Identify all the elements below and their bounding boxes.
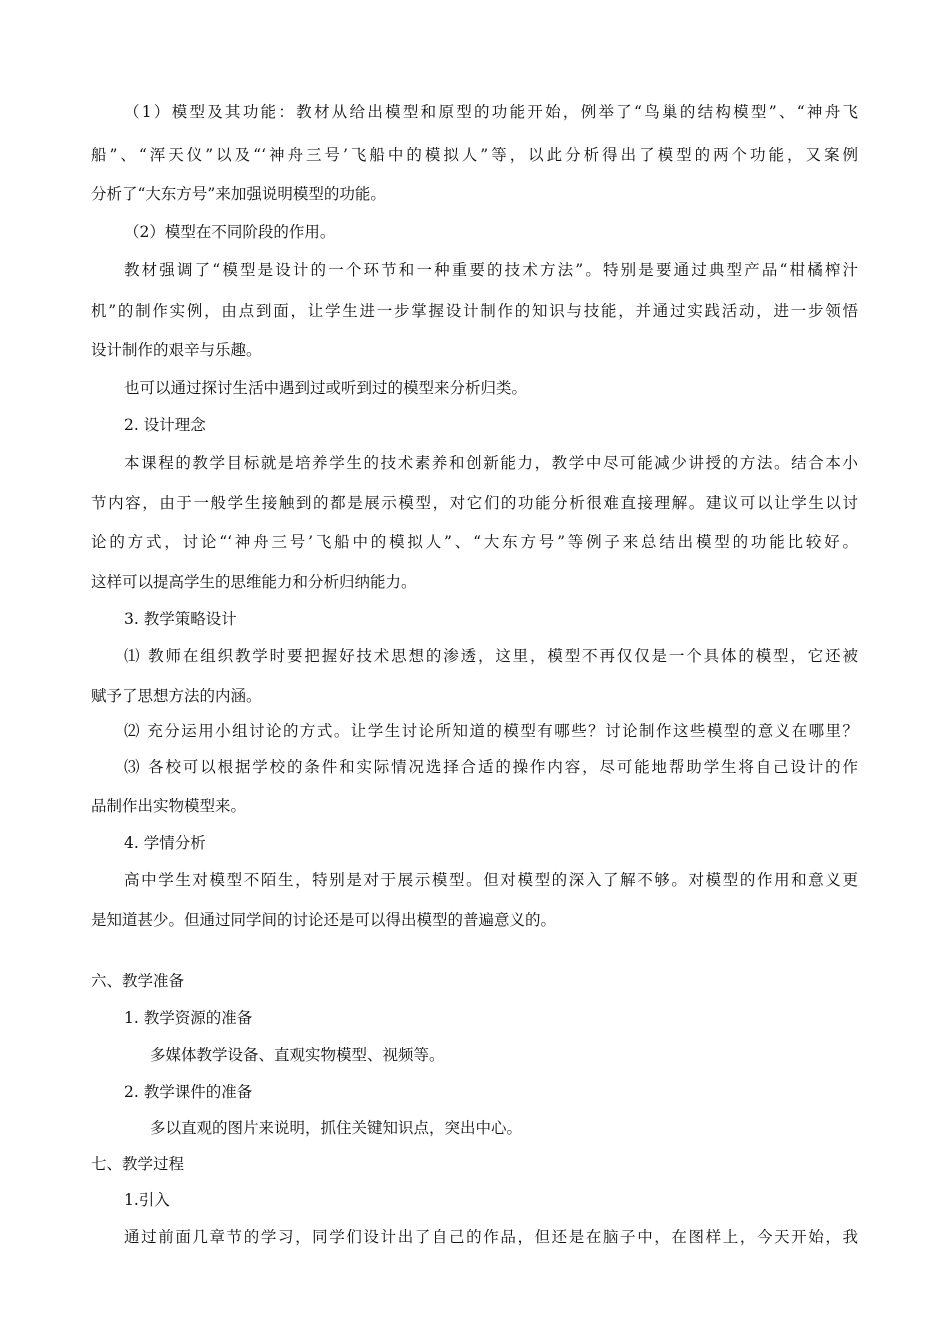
text-line: 是知道甚少。但通过同学间的讨论还是可以得出模型的普遍意义的。 <box>91 911 557 929</box>
text-line: 多媒体教学设备、直观实物模型、视频等。 <box>150 1046 445 1064</box>
section-heading: 1. 教学资源的准备 <box>124 1009 253 1027</box>
text-line: 这样可以提高学生的思维能力和分析归纳能力。 <box>91 573 417 591</box>
text-line: 本课程的教学目标就是培养学生的技术素养和创新能力，教学中尽可能减少讲授的方法。结合本小 <box>124 454 858 472</box>
text-line: 也可以通过探讨生活中遇到过或听到过的模型来分析归类。 <box>124 379 528 397</box>
chapter-heading: 六、教学准备 <box>91 972 185 990</box>
section-heading: 1.引入 <box>124 1191 170 1209</box>
text-line: 船”、“浑天仪”以及“‘神舟三号’飞船中的模拟人”等，以此分析得出了模型的两个功能，又案例 <box>91 146 858 164</box>
text-line: 论的方式，讨论“‘神舟三号’飞船中的模拟人”、“大东方号”等例子来总结出模型的功能比较好。 <box>91 533 858 551</box>
text-line: ⑴ 教师在组织教学时要把握好技术思想的渗透，这里，模型不再仅仅是一个具体的模型，它还被 <box>124 647 858 665</box>
section-heading: 3. 教学策略设计 <box>124 610 237 628</box>
text-line: 多以直观的图片来说明，抓住关键知识点，突出中心。 <box>150 1119 523 1137</box>
text-line: （2）模型在不同阶段的作用。 <box>124 223 336 241</box>
text-line: （1）模型及其功能：教材从给出模型和原型的功能开始，例举了“鸟巢的结构模型”、“神舟飞 <box>124 103 858 121</box>
text-line: 设计制作的艰辛与乐趣。 <box>91 341 262 359</box>
text-line: ⑵ 充分运用小组讨论的方式。让学生讨论所知道的模型有哪些？讨论制作这些模型的意义在哪里？ <box>124 722 858 740</box>
text-line: 机”的制作实例，由点到面，让学生进一步掌握设计制作的知识与技能，并通过实践活动，进一步领悟 <box>91 302 858 320</box>
text-line: 品制作出实物模型来。 <box>91 797 247 815</box>
text-line: 通过前面几章节的学习，同学们设计出了自己的作品，但还是在脑子中，在图样上，今天开始，我 <box>124 1228 858 1246</box>
text-line: 赋予了思想方法的内涵。 <box>91 687 262 705</box>
text-line: 高中学生对模型不陌生，特别是对于展示模型。但对模型的深入了解不够。对模型的作用和意义更 <box>124 871 858 889</box>
text-line: 分析了“大东方号”来加强说明模型的功能。 <box>91 185 386 203</box>
chapter-heading: 七、教学过程 <box>91 1155 185 1173</box>
text-line: 节内容，由于一般学生接触到的都是展示模型，对它们的功能分析很难直接理解。建议可以让学生以讨 <box>91 494 858 512</box>
section-heading: 2. 设计理念 <box>124 416 206 434</box>
text-line: ⑶ 各校可以根据学校的条件和实际情况选择合适的操作内容，尽可能地帮助学生将自己设计的作 <box>124 758 858 776</box>
text-line: 教材强调了“模型是设计的一个环节和一种重要的技术方法”。特别是要通过典型产品“柑橘榨汁 <box>124 261 858 279</box>
section-heading: 4. 学情分析 <box>124 834 206 852</box>
section-heading: 2. 教学课件的准备 <box>124 1083 253 1101</box>
